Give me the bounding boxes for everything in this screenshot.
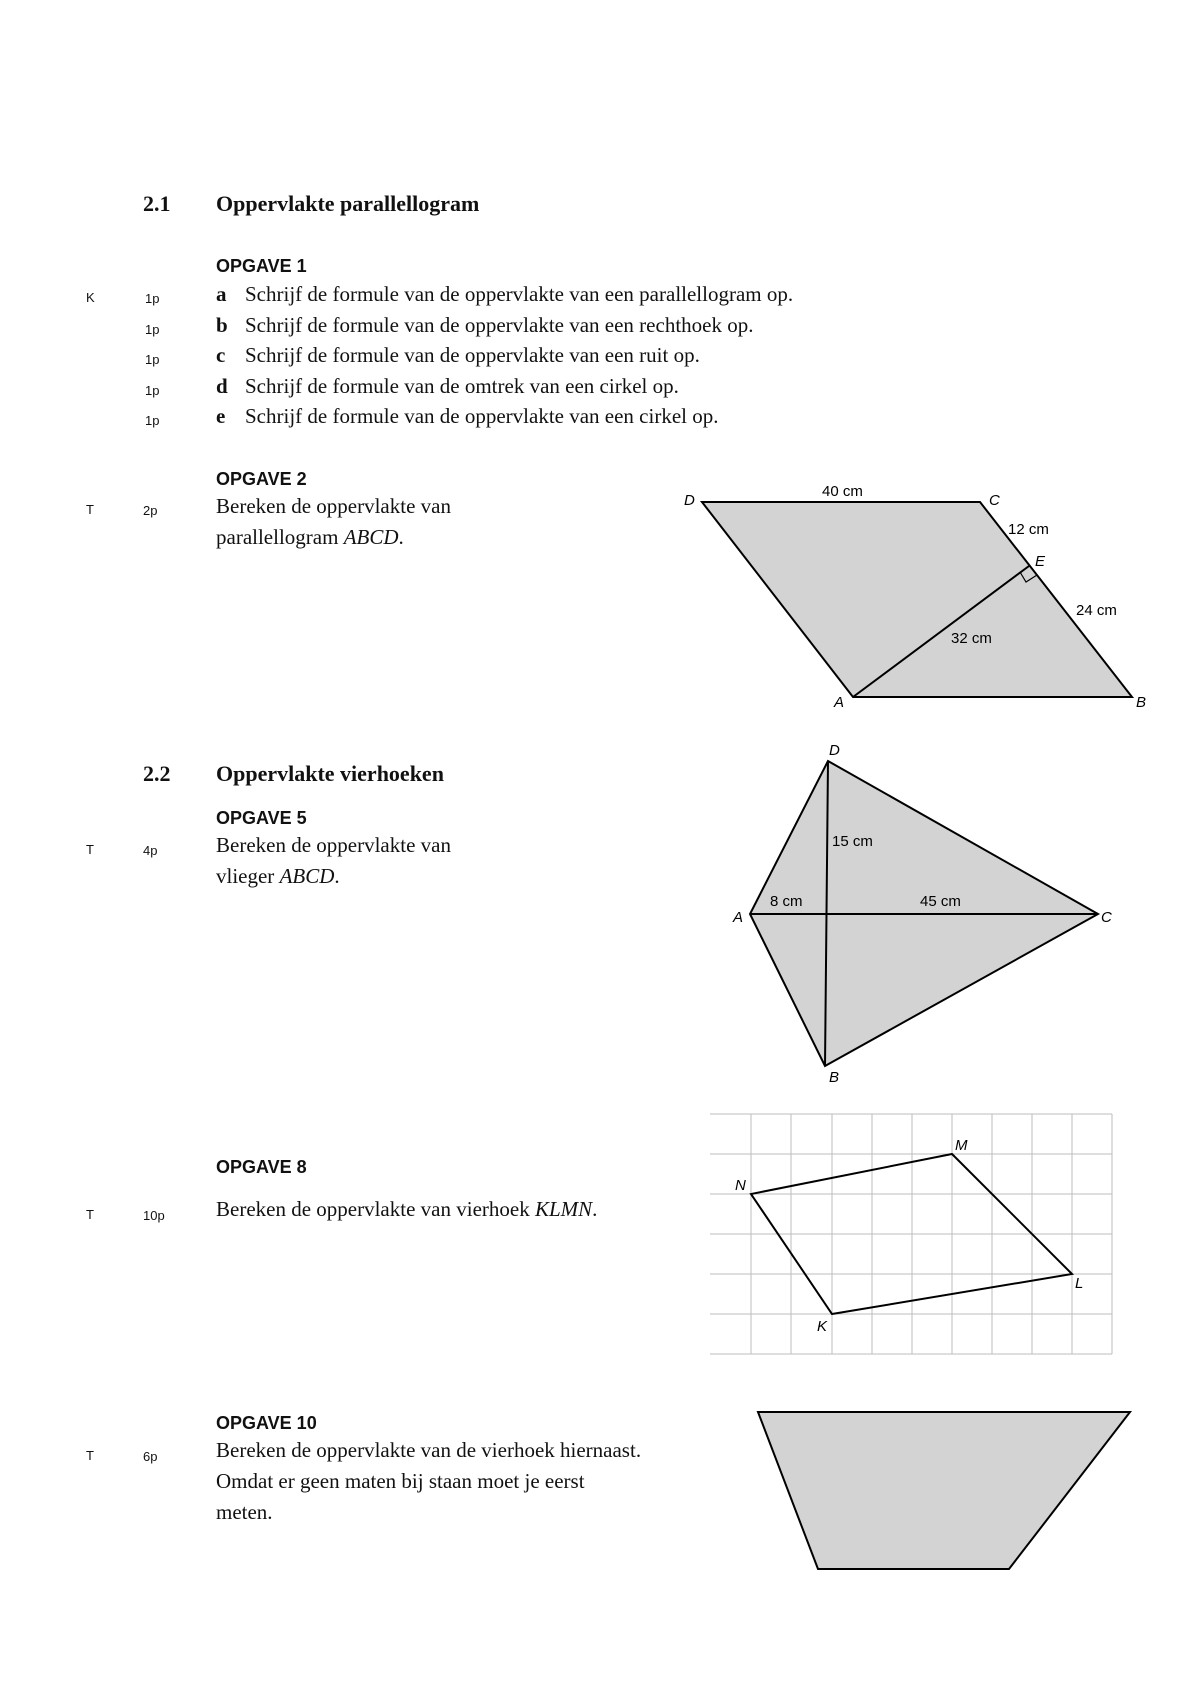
item-points: 1p xyxy=(145,291,160,306)
math-abcd: ABCD xyxy=(343,525,399,549)
opgave-10-text-line1: Bereken de oppervlakte van de vierhoek hiernaast. xyxy=(216,1438,642,1462)
item-letter: c xyxy=(216,343,226,367)
item-text: Schrijf de formule van de oppervlakte van een parallellogram op. xyxy=(245,282,794,306)
section-number: 2.1 xyxy=(143,191,171,216)
item-letter: b xyxy=(216,313,228,337)
opgave-8-points: 10p xyxy=(143,1208,165,1223)
dim-right: 45 cm xyxy=(920,893,961,910)
item-points: 1p xyxy=(145,322,160,337)
dim-left: 8 cm xyxy=(770,893,803,910)
dim-eb: 24 cm xyxy=(1076,602,1117,619)
label-k: K xyxy=(817,1318,828,1335)
math-abcd: ABCD xyxy=(279,864,335,888)
item-text: Schrijf de formule van de oppervlakte van een rechthoek op. xyxy=(245,313,754,337)
opgave-10-text-line2: Omdat er geen maten bij staan moet je eerst xyxy=(216,1469,585,1493)
opgave-2-points: 2p xyxy=(143,503,158,518)
section-title: Oppervlakte vierhoeken xyxy=(216,761,444,786)
opgave-5-points: 4p xyxy=(143,843,158,858)
opgave-5-code: T xyxy=(86,842,94,857)
label-m: M xyxy=(955,1137,968,1154)
section-title: Oppervlakte parallellogram xyxy=(216,191,480,216)
dim-ce: 12 cm xyxy=(1008,521,1049,538)
opgave-2-text-line1: Bereken de oppervlakte van xyxy=(216,494,451,518)
item-points: 1p xyxy=(145,413,160,428)
opgave-1-heading: OPGAVE 1 xyxy=(216,256,307,276)
opgave-5-text-line1: Bereken de oppervlakte van xyxy=(216,833,451,857)
trapezoid-figure xyxy=(758,1412,1130,1569)
dim-dc: 40 cm xyxy=(822,483,863,500)
opgave-5-text-line2: vlieger ABCD. xyxy=(216,864,340,888)
opgave-2-code: T xyxy=(86,502,94,517)
label-a: A xyxy=(834,694,845,711)
parallelogram-shape xyxy=(702,502,1132,697)
opgave-8-code: T xyxy=(86,1207,94,1222)
opgave-10-code: T xyxy=(86,1448,94,1463)
grid-lines xyxy=(710,1114,1112,1354)
item-letter: a xyxy=(216,282,227,306)
label-d: D xyxy=(684,492,695,509)
item-letter: d xyxy=(216,374,228,398)
opgave-10-text-line3: meten. xyxy=(216,1500,273,1524)
math-klmn: KLMN xyxy=(534,1197,593,1221)
label-c: C xyxy=(1101,909,1112,926)
kite-figure xyxy=(732,742,1112,1086)
label-a: A xyxy=(733,909,744,926)
opgave-2-heading: OPGAVE 2 xyxy=(216,469,307,489)
opgave-5-heading: OPGAVE 5 xyxy=(216,808,307,828)
item-points: 1p xyxy=(145,383,160,398)
item-points: 1p xyxy=(145,352,160,367)
item-text: Schrijf de formule van de oppervlakte van een ruit op. xyxy=(245,343,700,367)
item-letter: e xyxy=(216,404,226,428)
klmn-figure xyxy=(710,1114,1112,1354)
opgave-2-text-line2: parallellogram ABCD. xyxy=(216,525,404,549)
opgave-1-code: K xyxy=(86,290,95,305)
opgave-10-points: 6p xyxy=(143,1449,158,1464)
label-b: B xyxy=(1136,694,1147,711)
section-number: 2.2 xyxy=(143,761,171,786)
label-c: C xyxy=(989,492,1000,509)
label-l: L xyxy=(1075,1275,1084,1292)
opgave-8-text: Bereken de oppervlakte van vierhoek KLMN. xyxy=(216,1197,598,1221)
item-text: Schrijf de formule van de oppervlakte van een cirkel op. xyxy=(245,404,719,428)
label-d: D xyxy=(829,742,840,759)
dim-vertical: 15 cm xyxy=(832,833,873,850)
dim-ae: 32 cm xyxy=(951,630,992,647)
opgave-8-heading: OPGAVE 8 xyxy=(216,1157,307,1177)
label-b: B xyxy=(829,1069,840,1086)
parallelogram-figure xyxy=(684,483,1146,711)
opgave-10-heading: OPGAVE 10 xyxy=(216,1413,317,1433)
trapezoid-shape xyxy=(758,1412,1130,1569)
item-text: Schrijf de formule van de omtrek van een cirkel op. xyxy=(245,374,679,398)
label-e: E xyxy=(1035,553,1046,570)
label-n: N xyxy=(735,1177,746,1194)
